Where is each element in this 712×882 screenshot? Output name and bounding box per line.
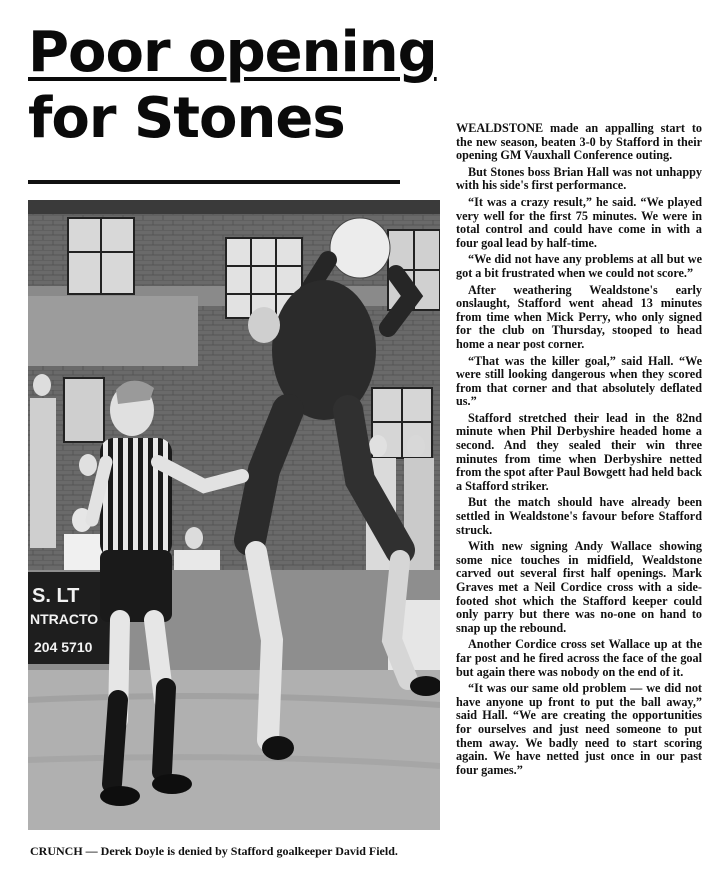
- article-paragraph: With new signing Andy Wallace showing some nice touches in midfield, Wealdstone carved out several first half openings. Mark Graves met a Neil Cordice cross with a side-footed shot which the Stafford keeper could only parry but there was no-one on hand to snap up the rebound.: [456, 539, 702, 635]
- article-paragraph: WEALDSTONE made an appalling start to the new season, beaten 3-0 by Stafford in their opening GM Vauxhall Conference outing.: [456, 121, 702, 163]
- article-paragraph: But the match should have already been settled in Wealdstone's favour before Stafford struck.: [456, 495, 702, 537]
- match-photo: [28, 200, 440, 830]
- article-paragraph: Another Cordice cross set Wallace up at the far post and he fired across the face of the goal but again there was nobody on the end of it.: [456, 637, 702, 679]
- article-paragraph: But Stones boss Brian Hall was not unhappy with his side's first performance.: [456, 164, 702, 193]
- article-paragraph: “It was a crazy result,” he said. “We played very well for the first 75 minutes. We were in total control and could have come in with a four goal lead by half-time.: [456, 194, 702, 250]
- article-paragraph: Stafford stretched their lead in the 82nd minute when Phil Derbyshire headed home a second. And they sealed their win three minutes from time when Derbyshire netted from the spot after Paul Bowgett had held back a Stafford striker.: [456, 410, 703, 493]
- match-photo-illustration: [28, 200, 440, 830]
- article-body: [456, 122, 702, 780]
- headline: [28, 20, 468, 152]
- headline-line-1: Poor opening: [28, 20, 437, 85]
- article-paragraph: After weathering Wealdstone's early onslaught, Stafford went ahead 13 minutes from time when Mick Perry, who only signed for the club on Thursday, stooped to head home a near post corner.: [456, 282, 702, 351]
- headline-rule: [28, 180, 400, 184]
- article-paragraph: “That was the killer goal,” said Hall. “We were still looking dangerous when they scored from that corner and that absolutely deflated us.”: [456, 353, 702, 409]
- hoarding-text-1: S. LT: [32, 585, 80, 607]
- hoarding-text-3: 204 5710: [34, 639, 93, 655]
- article-paragraph: “We did not have any problems at all but we got a bit frustrated when we could not score.”: [456, 252, 702, 280]
- article-paragraph: “It was our same old problem — we did not have anyone up front to put the ball away,” said Hall. “We are creating the opportunities for ourselves and just need someone to put them away. We badly need to start scoring again. We have netted just once in our past four games.”: [456, 681, 702, 777]
- photo-caption: CRUNCH — Derek Doyle is denied by Stafford goalkeeper David Field.: [30, 844, 398, 858]
- hoarding-text-2: NTRACTO: [30, 611, 99, 627]
- headline-line-2: for Stones: [28, 86, 345, 151]
